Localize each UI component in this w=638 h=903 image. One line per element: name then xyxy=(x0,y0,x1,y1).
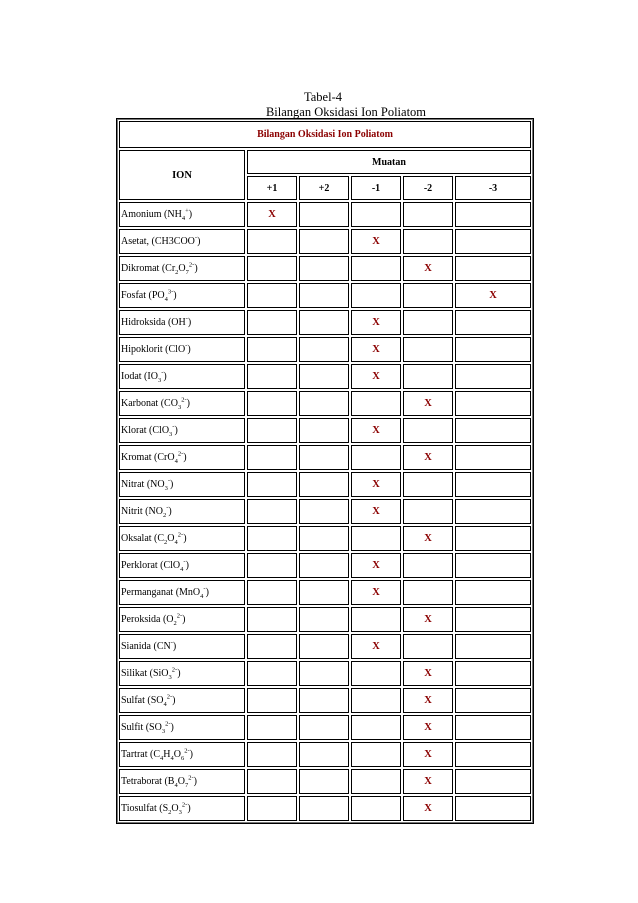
ion-formula-sub2: 4 xyxy=(170,755,174,762)
ion-formula-mid: O xyxy=(167,533,175,544)
ion-formula-tail: ) xyxy=(177,668,181,679)
ion-formula-name: Oksalat (C xyxy=(121,533,165,544)
charge-mark: X xyxy=(403,688,453,713)
charge-mark: X xyxy=(403,742,453,767)
charge-cell xyxy=(455,499,531,524)
charge-cell xyxy=(455,580,531,605)
charge-mark: X xyxy=(351,499,401,524)
charge-cell xyxy=(351,391,401,416)
charge-cell xyxy=(247,796,297,821)
charge-mark: X xyxy=(403,607,453,632)
charge-header: -2 xyxy=(403,176,453,200)
ion-formula-tail: ) xyxy=(170,722,174,733)
charge-cell xyxy=(247,445,297,470)
ion-formula-sup: - xyxy=(185,342,188,350)
charge-cell xyxy=(299,607,349,632)
charge-cell xyxy=(299,715,349,740)
ion-formula-tail: ) xyxy=(187,803,191,814)
ion-formula-sub: 4 xyxy=(174,458,178,465)
charge-cell xyxy=(247,418,297,443)
charge-cell xyxy=(299,796,349,821)
charge-cell xyxy=(247,661,297,686)
ion-name-cell xyxy=(119,769,245,794)
ion-name-cell xyxy=(119,796,245,821)
charge-cell xyxy=(247,499,297,524)
charge-cell xyxy=(299,499,349,524)
ion-name-cell xyxy=(119,391,245,416)
charge-mark: X xyxy=(351,634,401,659)
charge-cell xyxy=(455,337,531,362)
ion-formula-tail: ) xyxy=(187,317,192,328)
charge-cell xyxy=(403,418,453,443)
table-row xyxy=(119,499,531,524)
charge-cell xyxy=(299,445,349,470)
ion-formula-tail: ) xyxy=(205,587,209,598)
ion-formula-name: Fosfat (PO xyxy=(121,290,165,301)
charge-cell xyxy=(403,499,453,524)
ion-formula-name: Karbonat (CO xyxy=(121,398,178,409)
charge-cell xyxy=(247,310,297,335)
ion-formula-sup: - xyxy=(183,558,186,566)
ion-formula-sup: 3- xyxy=(167,288,174,296)
ion-formula-sup: 2- xyxy=(188,261,195,269)
charge-mark: X xyxy=(403,526,453,551)
charge-cell xyxy=(351,688,401,713)
table-row xyxy=(119,634,531,659)
table-row xyxy=(119,580,531,605)
ion-formula-sub2: 4 xyxy=(174,539,178,546)
ion-formula-sub: 4 xyxy=(181,215,186,222)
charge-cell xyxy=(247,688,297,713)
charge-group-header: Muatan xyxy=(247,150,531,174)
ion-formula-sub: 3 xyxy=(168,674,172,681)
charge-header: +2 xyxy=(299,176,349,200)
ion-formula-tail: ) xyxy=(170,479,174,490)
table-row xyxy=(119,202,531,227)
ion-name-cell xyxy=(119,715,245,740)
charge-cell xyxy=(455,553,531,578)
ion-name-cell xyxy=(119,472,245,497)
table-row xyxy=(119,283,531,308)
charge-mark: X xyxy=(351,310,401,335)
charge-cell xyxy=(403,283,453,308)
charge-cell xyxy=(455,688,531,713)
ion-name-cell xyxy=(119,337,245,362)
charge-cell xyxy=(403,472,453,497)
ion-formula-name: Silikat (SiO xyxy=(121,668,169,679)
ion-formula-sub: 3 xyxy=(164,485,168,492)
ion-formula-sup: - xyxy=(167,477,171,485)
ion-formula-sub: 2 xyxy=(175,269,179,276)
charge-cell xyxy=(455,742,531,767)
ion-formula-name: Sianida (CN xyxy=(121,641,171,652)
ion-formula-tail: ) xyxy=(187,344,191,355)
table-row xyxy=(119,391,531,416)
charge-cell xyxy=(351,526,401,551)
table-row xyxy=(119,256,531,281)
table-row xyxy=(119,796,531,821)
charge-mark: X xyxy=(403,391,453,416)
charge-cell xyxy=(299,553,349,578)
ion-formula-sub: 2 xyxy=(173,620,177,627)
ion-formula-sub2: 7 xyxy=(184,782,189,789)
charge-cell xyxy=(351,283,401,308)
charge-cell xyxy=(351,256,401,281)
charge-cell xyxy=(247,715,297,740)
charge-cell xyxy=(455,310,531,335)
ion-formula-tail: ) xyxy=(193,776,197,787)
ion-formula-tail: ) xyxy=(173,290,177,301)
charge-mark: X xyxy=(351,580,401,605)
table-row xyxy=(119,229,531,254)
ion-formula-tail: ) xyxy=(174,425,178,436)
ion-name-cell xyxy=(119,742,245,767)
ion-formula-tail: ) xyxy=(194,263,198,274)
ion-name-cell xyxy=(119,499,245,524)
charge-header: -3 xyxy=(455,176,531,200)
ion-formula-name: Kromat (CrO xyxy=(121,452,175,463)
ion-formula-sub: 4 xyxy=(200,593,204,600)
ion-formula-tail: ) xyxy=(163,371,167,382)
ion-formula-name: Asetat, (CH3COO xyxy=(121,236,195,247)
ion-formula-sup: - xyxy=(185,315,188,323)
charge-mark: X xyxy=(351,229,401,254)
charge-cell xyxy=(299,526,349,551)
charge-mark: X xyxy=(455,283,531,308)
charge-cell xyxy=(299,364,349,389)
ion-formula-name: Hidroksida (OH xyxy=(121,317,186,328)
charge-cell xyxy=(403,202,453,227)
ion-formula-tail: ) xyxy=(172,641,177,652)
table-title: Bilangan Oksidasi Ion Poliatom xyxy=(119,121,531,148)
table-row xyxy=(119,688,531,713)
ion-formula-name: Tartrat (C xyxy=(121,749,161,760)
charge-cell xyxy=(299,310,349,335)
ion-formula-sup: - xyxy=(166,504,169,512)
charge-cell xyxy=(299,742,349,767)
ion-formula-tail: ) xyxy=(183,533,187,544)
charge-header: +1 xyxy=(247,176,297,200)
ion-formula-tail: ) xyxy=(182,614,186,625)
ion-formula-mid2: O xyxy=(173,749,181,760)
charge-header: -1 xyxy=(351,176,401,200)
charge-cell xyxy=(247,526,297,551)
charge-cell xyxy=(455,445,531,470)
ion-formula-sup: 2- xyxy=(165,720,171,728)
table-row xyxy=(119,472,531,497)
charge-cell xyxy=(403,364,453,389)
ion-formula-sup: - xyxy=(203,585,206,593)
ion-formula-sup: 2- xyxy=(177,450,184,458)
ion-formula-name: Klorat (ClO xyxy=(121,425,170,436)
charge-cell xyxy=(299,391,349,416)
charge-cell xyxy=(247,607,297,632)
ion-formula-tail: ) xyxy=(186,398,190,409)
ion-formula-sub2: 3 xyxy=(178,809,182,816)
ion-name-cell xyxy=(119,202,245,227)
charge-cell xyxy=(351,796,401,821)
ion-name-cell xyxy=(119,256,245,281)
ion-formula-sup: 2- xyxy=(166,693,173,701)
table-row xyxy=(119,418,531,443)
charge-mark: X xyxy=(403,715,453,740)
charge-cell xyxy=(351,742,401,767)
charge-cell xyxy=(455,364,531,389)
charge-mark: X xyxy=(403,796,453,821)
table-row xyxy=(119,742,531,767)
table-caption-number: Tabel-4 xyxy=(304,90,342,104)
table-row xyxy=(119,553,531,578)
ion-formula-sub: 4 xyxy=(163,701,167,708)
ion-formula-name: Nitrat (NO xyxy=(121,479,165,490)
charge-cell xyxy=(403,634,453,659)
charge-cell xyxy=(403,310,453,335)
charge-cell xyxy=(351,445,401,470)
ion-formula-sub: 4 xyxy=(174,782,178,789)
ion-name-cell xyxy=(119,445,245,470)
ion-formula-tail: ) xyxy=(197,236,201,247)
ion-formula-name: Amonium (NH xyxy=(121,209,182,220)
ion-name-cell xyxy=(119,661,245,686)
ion-formula-name: Tetraborat (B xyxy=(121,776,175,787)
ion-formula-sup: 2- xyxy=(181,396,187,404)
ion-formula-tail: ) xyxy=(172,695,176,706)
charge-mark: X xyxy=(351,364,401,389)
charge-cell xyxy=(403,337,453,362)
charge-cell xyxy=(455,229,531,254)
ion-formula-mid: O xyxy=(178,263,186,274)
ion-formula-name: Iodat (IO xyxy=(121,371,158,382)
charge-cell xyxy=(455,472,531,497)
ion-formula-sup: 2- xyxy=(176,612,183,620)
ion-formula-sup: + xyxy=(185,207,189,215)
charge-cell xyxy=(299,283,349,308)
charge-mark: X xyxy=(351,553,401,578)
charge-cell xyxy=(299,688,349,713)
charge-cell xyxy=(403,580,453,605)
ion-formula-name: Sulfit (SO xyxy=(121,722,162,733)
charge-cell xyxy=(299,229,349,254)
charge-cell xyxy=(351,202,401,227)
charge-cell xyxy=(299,418,349,443)
ion-formula-sup: 2- xyxy=(188,774,194,782)
ion-name-cell xyxy=(119,283,245,308)
charge-cell xyxy=(247,364,297,389)
charge-cell xyxy=(455,526,531,551)
ion-formula-sup: 2- xyxy=(184,747,190,755)
ion-name-cell xyxy=(119,688,245,713)
charge-cell xyxy=(247,337,297,362)
ion-formula-name: Hipoklorit (ClO xyxy=(121,344,186,355)
table-caption-title: Bilangan Oksidasi Ion Poliatom xyxy=(265,105,427,119)
ion-formula-name: Tiosulfat (S xyxy=(121,803,169,814)
charge-cell xyxy=(455,256,531,281)
ion-formula-sub: 3 xyxy=(169,431,173,438)
ion-formula-sup: - xyxy=(172,423,175,431)
charge-cell xyxy=(351,661,401,686)
ion-formula-name: Dikromat (Cr xyxy=(121,263,176,274)
ion-formula-mid: O xyxy=(177,776,185,787)
charge-cell xyxy=(247,283,297,308)
ion-formula-sub: 3 xyxy=(161,728,166,735)
ion-formula-sup: - xyxy=(194,234,198,242)
charge-mark: X xyxy=(351,337,401,362)
table-row xyxy=(119,661,531,686)
ion-formula-sup: - xyxy=(170,639,173,647)
ion-name-cell xyxy=(119,310,245,335)
charge-cell xyxy=(247,472,297,497)
charge-cell xyxy=(351,769,401,794)
ion-formula-sup: 2- xyxy=(171,666,178,674)
ion-formula-sup: 2- xyxy=(181,801,188,809)
charge-mark: X xyxy=(351,418,401,443)
ion-formula-tail: ) xyxy=(183,452,187,463)
table-row xyxy=(119,769,531,794)
ion-formula-mid: O xyxy=(171,803,179,814)
ion-formula-sub: 3 xyxy=(157,377,162,384)
charge-cell xyxy=(455,796,531,821)
ion-name-cell xyxy=(119,418,245,443)
charge-cell xyxy=(299,472,349,497)
ion-column-header: ION xyxy=(119,150,245,200)
ion-formula-sub: 3 xyxy=(177,404,182,411)
ion-formula-sup: 2- xyxy=(177,531,184,539)
ion-formula-name: Sulfat (SO xyxy=(121,695,164,706)
charge-cell xyxy=(299,661,349,686)
ion-name-cell xyxy=(119,634,245,659)
charge-cell xyxy=(455,715,531,740)
charge-mark: X xyxy=(403,445,453,470)
ion-formula-name: Nitrit (NO xyxy=(121,506,163,517)
ion-formula-tail: ) xyxy=(168,506,172,517)
table-row xyxy=(119,715,531,740)
charge-cell xyxy=(351,607,401,632)
charge-cell xyxy=(455,769,531,794)
charge-cell xyxy=(247,391,297,416)
charge-cell xyxy=(247,553,297,578)
ion-formula-sub: 2 xyxy=(162,512,167,519)
ion-formula-name: Peroksida (O xyxy=(121,614,174,625)
ion-formula-name: Perklorat (ClO xyxy=(121,560,181,571)
charge-cell xyxy=(299,202,349,227)
ion-name-cell xyxy=(119,553,245,578)
charge-cell xyxy=(299,769,349,794)
charge-cell xyxy=(455,661,531,686)
table-row xyxy=(119,364,531,389)
charge-cell xyxy=(247,256,297,281)
ion-formula-sub: 2 xyxy=(164,539,168,546)
charge-cell xyxy=(455,607,531,632)
charge-cell xyxy=(247,634,297,659)
ion-name-cell xyxy=(119,364,245,389)
ion-formula-sub: 4 xyxy=(164,296,168,303)
ion-name-cell xyxy=(119,526,245,551)
table-row xyxy=(119,607,531,632)
charge-mark: X xyxy=(403,661,453,686)
ion-name-cell xyxy=(119,607,245,632)
table-row xyxy=(119,445,531,470)
charge-cell xyxy=(455,634,531,659)
ion-name-cell xyxy=(119,580,245,605)
charge-cell xyxy=(455,418,531,443)
ion-formula-sub: 2 xyxy=(168,809,172,816)
charge-cell xyxy=(455,202,531,227)
charge-cell xyxy=(299,337,349,362)
ion-formula-sub3: 6 xyxy=(180,755,185,762)
table-row xyxy=(119,310,531,335)
charge-cell xyxy=(403,553,453,578)
charge-cell xyxy=(247,580,297,605)
charge-cell xyxy=(247,769,297,794)
ion-formula-tail: ) xyxy=(189,749,193,760)
charge-cell xyxy=(299,256,349,281)
ion-formula-mid: H xyxy=(163,749,171,760)
charge-cell xyxy=(299,580,349,605)
ion-formula-sub2: 7 xyxy=(185,269,189,276)
charge-mark: X xyxy=(403,256,453,281)
ion-formula-name: Permanganat (MnO xyxy=(121,587,201,598)
ion-formula-tail: ) xyxy=(188,209,193,220)
table-row xyxy=(119,337,531,362)
charge-mark: X xyxy=(351,472,401,497)
charge-cell xyxy=(299,634,349,659)
charge-mark: X xyxy=(247,202,297,227)
charge-cell xyxy=(351,715,401,740)
ion-formula-sub: 4 xyxy=(160,755,164,762)
charge-cell xyxy=(247,229,297,254)
ion-name-cell xyxy=(119,229,245,254)
ion-formula-tail: ) xyxy=(185,560,189,571)
charge-cell xyxy=(403,229,453,254)
ion-formula-sub: 4 xyxy=(180,566,184,573)
oxidation-number-table xyxy=(116,118,534,824)
charge-cell xyxy=(455,391,531,416)
charge-mark: X xyxy=(403,769,453,794)
ion-formula-sup: - xyxy=(161,369,164,377)
charge-cell xyxy=(247,742,297,767)
table-row xyxy=(119,526,531,551)
